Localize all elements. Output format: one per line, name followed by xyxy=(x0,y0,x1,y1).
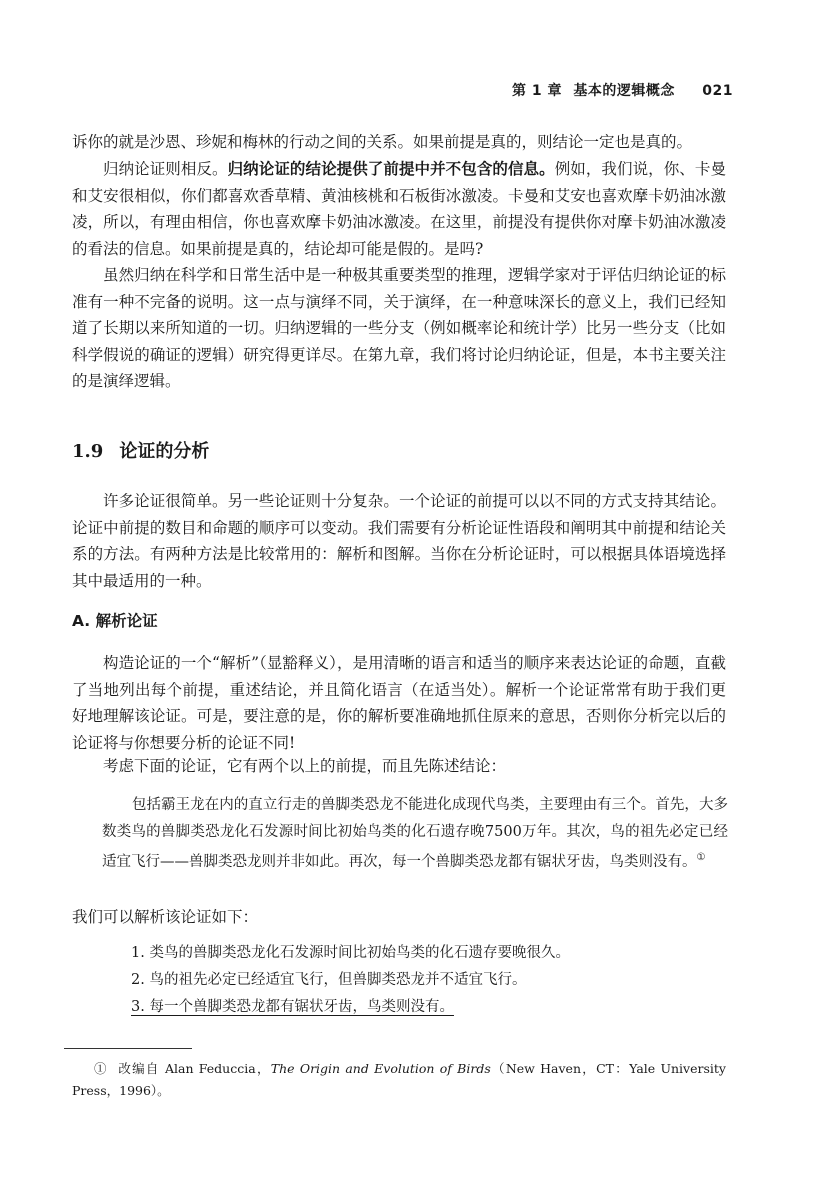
footnote-mark: ① xyxy=(94,1061,108,1076)
paragraph-paraphrase: 构造论证的一个“解析”（显豁释义），是用清晰的语言和适当的顺序来表达论证的命题，直截了当地列出每个前提，重述结论，并且简化语言（在适当处）。解析一个论证常常有助于我们更好地理解该论证。可是，要注意的是，你的解析要准确地抓住原来的意思，否则你分析完以后的论证将与你想要分析的论证不同! xyxy=(72,654,726,752)
footnote xyxy=(72,1058,726,1102)
footnote-reference: ① xyxy=(696,852,706,863)
footnote-suffix: （New Haven，CT：Yale University Press，1996）。 xyxy=(72,1061,726,1098)
subsection-heading: A. 解析论证 xyxy=(72,612,158,630)
paragraph-induction-logic: 虽然归纳在科学和日常生活中是一种极其重要类型的推理，逻辑学家对于评估归纳论证的标准有一种不完备的说明。这一点与演绎不同，关于演绎，在一种意味深长的意义上，我们已经知道了长期以来所知道的一切。归纳逻辑的一些分支（例如概率论和统计学）比另一些分支（比如科学假说的确证的逻辑）研究得更详尽。在第九章，我们将讨论归纳论证，但是，本书主要关注的是演绎逻辑。 xyxy=(72,266,726,390)
paragraph-inductive-lead: 归纳论证则相反。 xyxy=(103,160,228,178)
premise-item: 3. 每一个兽脚类恐龙都有锯状牙齿，鸟类则没有。 xyxy=(131,999,454,1015)
footnote-book-title: The Origin and Evolution of Birds xyxy=(270,1061,491,1076)
section-number: 1.9 xyxy=(72,441,104,462)
paragraph-consider: 考虑下面的论证，它有两个以上的前提，而且先陈述结论： xyxy=(103,757,507,775)
paragraph-continuation: 诉你的就是沙恩、珍妮和梅林的行动之间的关系。如果前提是真的，则结论一定也是真的。 xyxy=(72,133,693,151)
paragraph-analysis-intro: 许多论证很简单。另一些论证则十分复杂。一个论证的前提可以以不同的方式支持其结论。论证中前提的数目和命题的顺序可以变动。我们需要有分析论证性语段和阐明其中前提和结论关系的方法。有两种方法是比较常用的：解析和图解。当你在分析论证时，可以根据具体语境选择其中最适用的一种。 xyxy=(72,492,726,590)
quoted-argument-text: 包括霸王龙在内的直立行走的兽脚类恐龙不能进化成现代鸟类，主要理由有三个。首先，大多数类鸟的兽脚类恐龙化石发源时间比初始鸟类的化石遗存晚7500万年。其次，鸟的祖先必定已经适宜飞行——兽脚类恐龙则并非如此。再次，每一个兽脚类恐龙都有锯状牙齿，鸟类则没有。 xyxy=(102,797,728,870)
footnote-divider xyxy=(64,1048,192,1049)
premise-list xyxy=(131,940,570,1021)
page-number: 021 xyxy=(702,83,733,99)
quoted-argument xyxy=(102,792,728,875)
paragraph-paraphrase-lead: 我们可以解析该论证如下： xyxy=(72,908,259,926)
premise-item: 2. 鸟的祖先必定已经适宜飞行，但兽脚类恐龙并不适宜飞行。 xyxy=(131,972,527,988)
paragraph-inductive-rest: 例如，我们说，你、卡曼和艾安很相似，你们都喜欢香草精、黄油核桃和石板街冰激凌。卡曼和艾安也喜欢摩卡奶油冰激凌，所以，有理由相信，你也喜欢摩卡奶油冰激凌。在这里，前提没有提供你对摩卡奶油冰激凌的看法的信息。如果前提是真的，结论却可能是假的。是吗? xyxy=(72,160,726,258)
paragraph-inductive xyxy=(72,156,726,262)
section-title: 论证的分析 xyxy=(119,441,210,462)
section-heading xyxy=(72,437,209,463)
paragraph-inductive-emphasis: 归纳论证的结论提供了前提中并不包含的信息。 xyxy=(227,159,555,178)
chapter-number: 第 1 章 xyxy=(512,83,563,99)
running-header xyxy=(512,80,733,100)
footnote-prefix: 改编自 Alan Feduccia， xyxy=(118,1061,271,1076)
premise-item: 1. 类鸟的兽脚类恐龙化石发源时间比初始鸟类的化石遗存要晚很久。 xyxy=(131,945,570,961)
chapter-title: 基本的逻辑概念 xyxy=(573,83,675,99)
